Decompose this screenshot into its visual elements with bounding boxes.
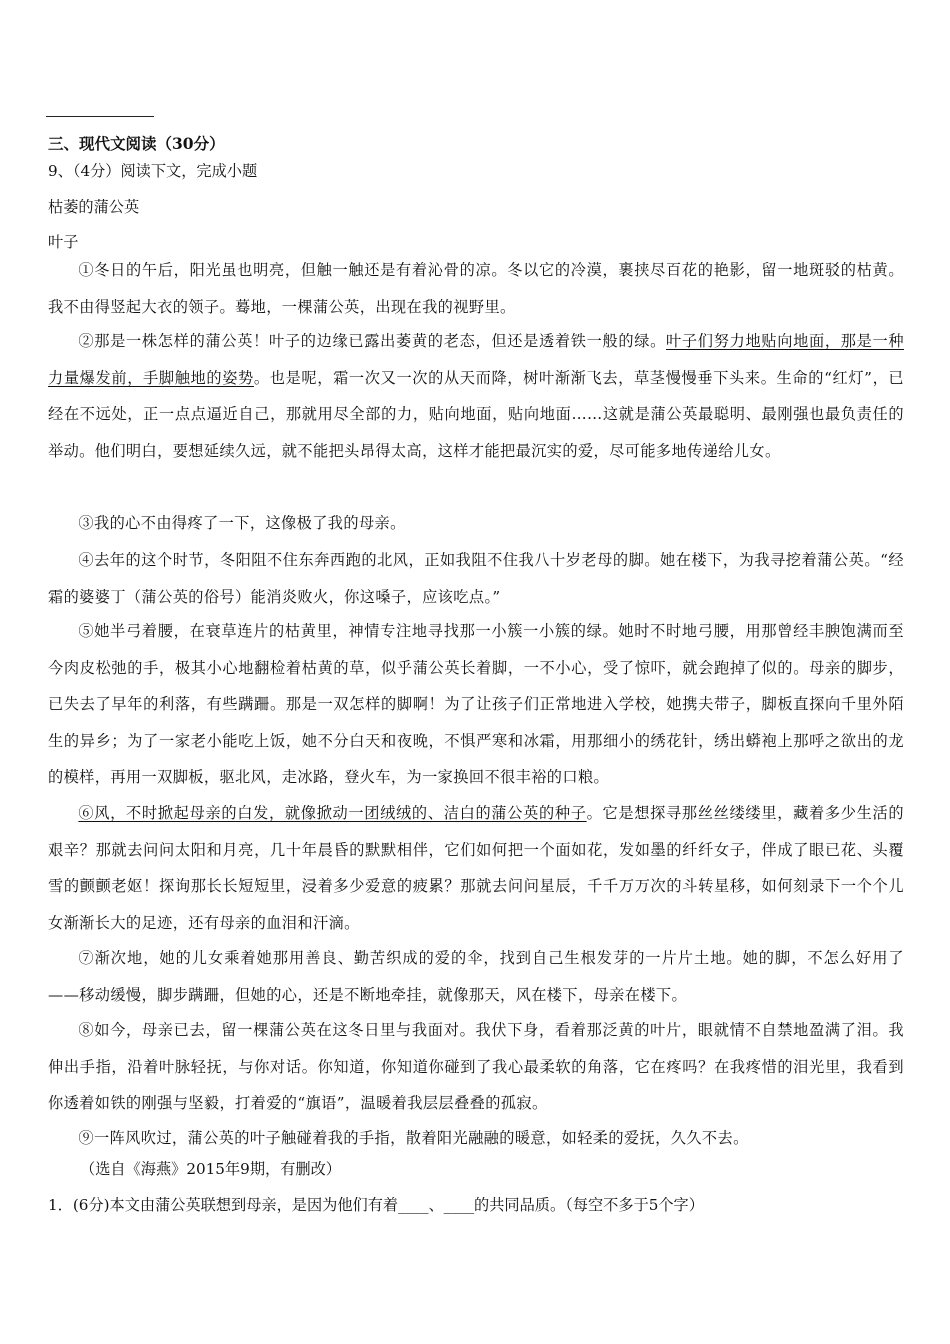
section-title: 三、现代文阅读（30分） [48, 134, 225, 153]
article-source: （选自《海燕》2015年9期，有删改） [80, 1160, 341, 1178]
paragraph-8 [48, 1012, 904, 1122]
paragraph-7 [48, 940, 904, 1013]
paragraph-text: ⑧如今，母亲已去，留一棵蒲公英在这冬日里与我面对。我伏下身，看着那泛黄的叶片，眼就情不自禁地盈满了泪。我伸出手指，沿着叶脉轻抚，与你对话。你知道，你知道你碰到了我心最柔软的角落，它在疼吗？在我疼惜的泪光里，我看到你透着如铁的刚强与坚毅，打着爱的“旗语”，温暖着我层层叠叠的孤寂。 [48, 1021, 904, 1112]
paragraph-9 [48, 1120, 904, 1157]
paragraph-text: ④去年的这个时节，冬阳阻不住东奔西跑的北风，正如我阻不住我八十岁老母的脚。她在楼下，为我寻挖着蒲公英。“经霜的婆婆丁（蒲公英的俗号）能消炎败火，你这嗓子，应该吃点。” [48, 551, 904, 606]
sub-question-1: 1．(6分)本文由蒲公英联想到母亲，是因为他们有着____、____的共同品质。（每空不多于5个字） [48, 1196, 704, 1214]
header-rule [46, 116, 154, 117]
paragraph-text: ⑦渐次地，她的儿女乘着她那用善良、勤苦织成的爱的伞，找到自己生根发芽的一片片土地。她的脚，不怎么好用了——移动缓慢，脚步蹒跚，但她的心，还是不断地牵挂，就像那天，风在楼下，母亲在楼下。 [48, 949, 904, 1004]
paragraph-2 [48, 323, 904, 469]
paragraph-4 [48, 542, 904, 615]
article-title: 枯萎的蒲公英 [48, 198, 140, 216]
paragraph-6 [48, 795, 904, 941]
paragraph-text: ⑤她半弓着腰，在衰草连片的枯黄里，神情专注地寻找那一小簇一小簇的绿。她时不时地弓腰，用那曾经丰腴饱满而至今肉皮松弛的手，极其小心地翻检着枯黄的草，似乎蒲公英长着脚，一不小心，受了惊吓，就会跑掉了似的。母亲的脚步，已失去了早年的利落，有些蹒跚。那是一双怎样的脚啊！为了让孩子们正常地进入学校，她携夫带子，脚板直探向千里外陌生的异乡；为了一家老小能吃上饭，她不分白天和夜晚，不惧严寒和冰霜，用那细小的绣花针，绣出蟒袍上那呼之欲出的龙的模样，再用一双脚板，驱北风，走冰路，登火车，为一家换回不很丰裕的口粮。 [48, 622, 904, 786]
paragraph-3 [48, 505, 904, 542]
question-intro: 9、（4分）阅读下文，完成小题 [48, 162, 258, 180]
paragraph-text: 。它是想探寻那丝丝缕缕里，藏着多少生活的艰辛？那就去问问太阳和月亮，几十年晨昏的默默相伴，它们如何把一个面如花，发如墨的纤纤女子，伴成了眼已花、头覆雪的颤颤老妪！探询那长长短短里，浸着多少爱意的疲累？那就去问问星辰，千千万万次的斗转星移，如何刻录下一个个儿女渐渐长大的足迹，还有母亲的血泪和汗滴。 [48, 804, 904, 932]
article-author: 叶子 [48, 233, 79, 251]
paragraph-1 [48, 252, 904, 325]
paragraph-text: ③我的心不由得疼了一下，这像极了我的母亲。 [78, 514, 406, 532]
underlined-sentence: 叶子们努力地贴向地面，那是一种力量爆发前，手脚触地的姿势 [48, 332, 904, 387]
underlined-sentence: ⑥风，不时掀起母亲的白发，就像掀动一团绒绒的、洁白的蒲公英的种子 [78, 804, 587, 822]
paragraph-text: ①冬日的午后，阳光虽也明亮，但触一触还是有着沁骨的凉。冬以它的冷漠，裹挟尽百花的艳影，留一地斑驳的枯黄。我不由得竖起大衣的领子。蓦地，一棵蒲公英，出现在我的视野里。 [48, 261, 904, 316]
paragraph-text: ⑨一阵风吹过，蒲公英的叶子触碰着我的手指，散着阳光融融的暖意，如轻柔的爱抚，久久不去。 [78, 1129, 749, 1147]
paragraph-text: 。也是呢，霜一次又一次的从天而降，树叶渐渐飞去，草茎慢慢垂下头来。生命的“红灯”，已经在不远处，正一点点逼近自己，那就用尽全部的力，贴向地面，贴向地面……这就是蒲公英最聪明、最刚强也最负责任的举动。他们明白，要想延续久远，就不能把头昂得太高，这样才能把最沉实的爱，尽可能多地传递给儿女。 [48, 368, 904, 460]
paragraph-5 [48, 613, 904, 796]
paragraph-text: ②那是一株怎样的蒲公英！叶子的边缘已露出萎黄的老态，但还是透着铁一般的绿。 [78, 332, 667, 350]
